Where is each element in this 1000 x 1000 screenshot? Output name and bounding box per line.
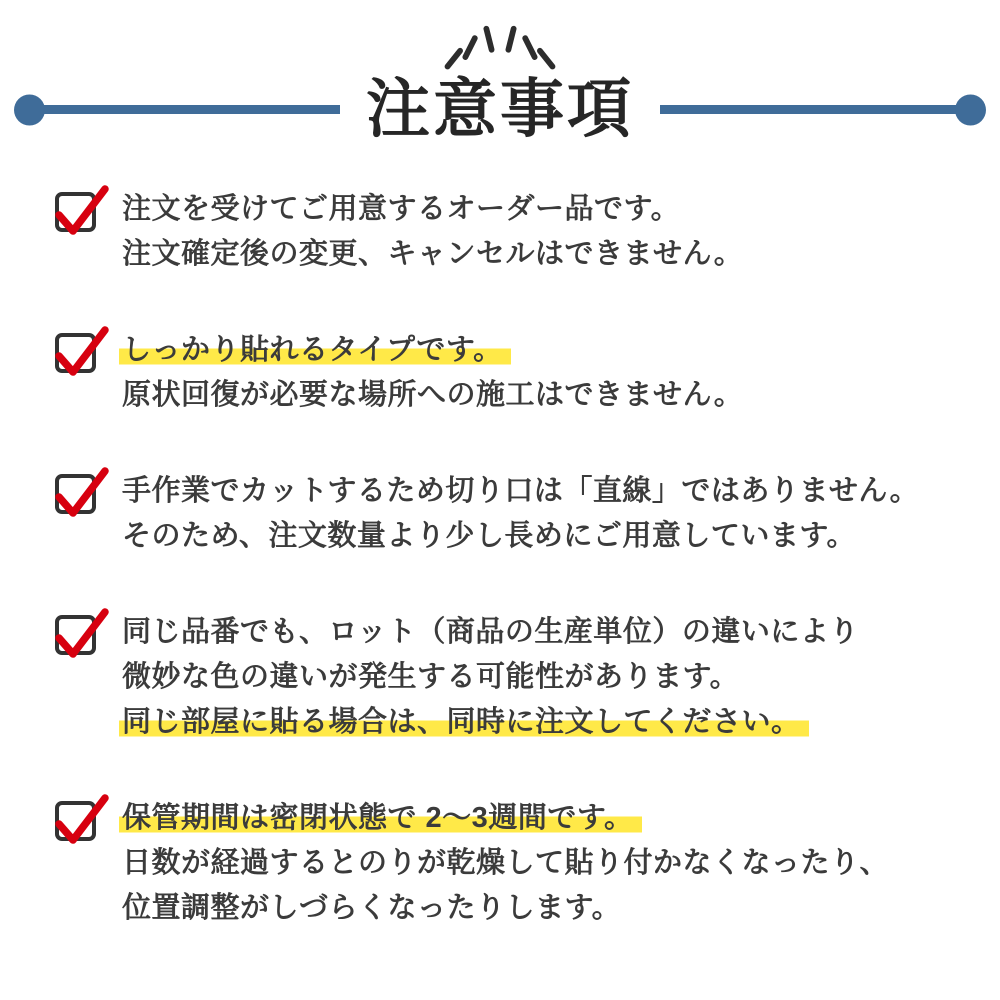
item-text-line <box>122 232 960 277</box>
checkbox-checked-icon <box>55 801 96 841</box>
highlighted-text: 同じ部屋に貼る場合は、同時に注文してください。 <box>119 706 809 738</box>
item-text-line <box>122 469 960 514</box>
checklist-item-3 <box>55 469 960 559</box>
item-text-line-highlighted <box>122 328 960 373</box>
item-text <box>122 328 960 418</box>
text: 同じ品番でも、ロット（商品の生産単位）の違いにより <box>122 616 859 649</box>
page-title: 注意事項 <box>366 73 634 145</box>
emphasis-rays-icon <box>0 16 1000 76</box>
item-text <box>122 469 960 559</box>
text: 注文を受けてご用意するオーダー品です。 <box>122 193 681 226</box>
checkbox-checked-icon <box>55 333 96 373</box>
text: 微妙な色の違いが発生する可能性があります。 <box>122 661 740 694</box>
item-text-line <box>122 841 960 886</box>
checklist-item-1 <box>55 187 960 277</box>
item-text-line <box>122 610 960 655</box>
highlighted-text: 保管期間は密閉状態で 2〜3週間です。 <box>119 802 642 834</box>
checkbox-checked-icon <box>55 192 96 232</box>
divider-dot-left <box>14 94 45 125</box>
checkbox-checked-icon <box>55 474 96 514</box>
text: そのため、注文数量より少し長めにご用意しています。 <box>122 520 857 553</box>
item-text <box>122 187 960 277</box>
item-text-line <box>122 886 960 931</box>
title-row <box>0 73 1000 145</box>
item-text-line <box>122 373 960 418</box>
header <box>0 0 1000 143</box>
divider-dot-right <box>955 94 986 125</box>
item-text <box>122 610 960 745</box>
text: 注文確定後の変更、キャンセルはできません。 <box>122 238 744 271</box>
item-text <box>122 796 960 931</box>
highlighted-text: しっかり貼れるタイプです。 <box>119 334 511 366</box>
checklist-item-5 <box>55 796 960 931</box>
checkbox-checked-icon <box>55 615 96 655</box>
text: 原状回復が必要な場所への施工はできません。 <box>122 379 744 412</box>
precautions-list <box>0 187 1000 931</box>
text: 位置調整がしづらくなったりします。 <box>122 892 622 925</box>
text: 手作業でカットするため切り口は「直線」ではありません。 <box>122 475 920 508</box>
item-text-line-highlighted <box>122 796 960 841</box>
item-text-line <box>122 655 960 700</box>
item-text-line <box>122 514 960 559</box>
text: 日数が経過するとのりが乾燥して貼り付かなくなったり、 <box>122 847 890 880</box>
checklist-item-4 <box>55 610 960 745</box>
item-text-line <box>122 187 960 232</box>
checklist-item-2 <box>55 328 960 418</box>
item-text-line-highlighted <box>122 700 960 745</box>
title-divider-left <box>18 105 340 114</box>
title-divider-right <box>660 105 982 114</box>
